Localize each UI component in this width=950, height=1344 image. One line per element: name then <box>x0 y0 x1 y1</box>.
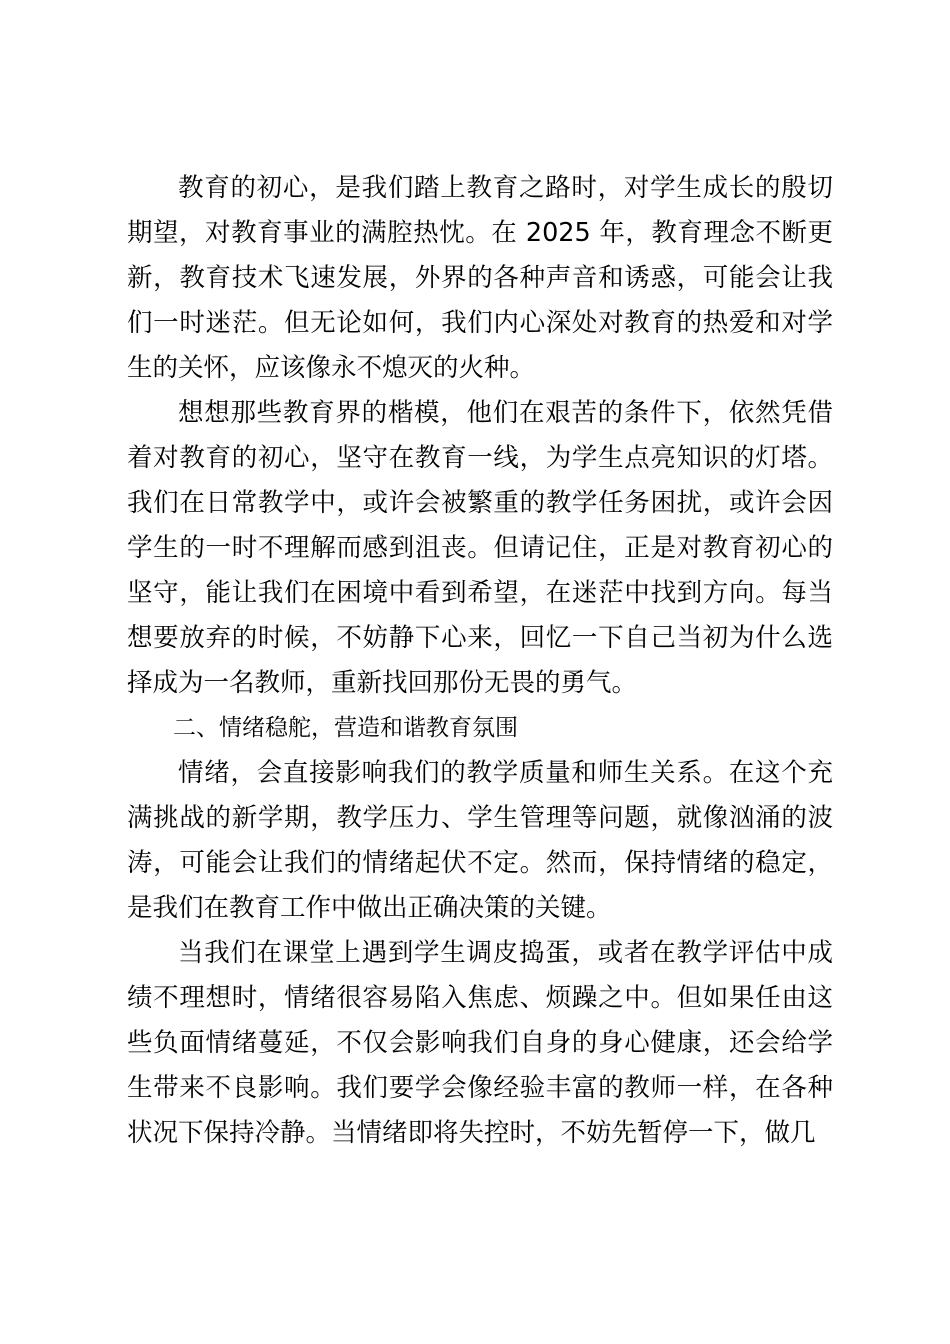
document-body <box>127 166 833 1156</box>
paragraph-emotion-impact: 情绪，会直接影响我们的教学质量和师生关系。在这个充满挑战的新学期，教学压力、学生管理等问题，就像汹涌的波涛，可能会让我们的情绪起伏不定。然而，保持情绪的稳定，是我们在教育工作中做出正确决策的关键。 <box>127 758 833 923</box>
paragraph-role-models: 想想那些教育界的楷模，他们在艰苦的条件下，依然凭借着对教育的初心，坚守在教育一线，为学生点亮知识的灯塔。我们在日常教学中，或许会被繁重的教学任务困扰，或许会因学生的一时不理解而感到沮丧。但请记住，正是对教育初心的坚守，能让我们在困境中看到希望，在迷茫中找到方向。每当想要放弃的时候，不妨静下心来，回忆一下自己当初为什么选择成为一名教师，重新找回那份无畏的勇气。 <box>127 398 833 698</box>
section-heading: 二、情绪稳舵，营造和谐教育氛围 <box>173 715 518 741</box>
paragraph-initial-aspiration: 教育的初心，是我们踏上教育之路时，对学生成长的殷切期望，对教育事业的满腔热忱。在 2025 年，教育理念不断更新，教育技术飞速发展，外界的各种声音和诱惑，可能会让我们一时迷茫。但无论如何，我们内心深处对教育的热爱和对学生的关怀，应该像永不熄灭的火种。 <box>127 173 833 383</box>
paragraph-stay-calm: 当我们在课堂上遇到学生调皮捣蛋，或者在教学评估中成绩不理想时，情绪很容易陷入焦虑、烦躁之中。但如果任由这些负面情绪蔓延，不仅会影响我们自身的身心健康，还会给学生带来不良影响。我们要学会像经验丰富的教师一样，在各种状况下保持冷静。当情绪即将失控时，不妨先暂停一下，做几 <box>127 938 833 1148</box>
